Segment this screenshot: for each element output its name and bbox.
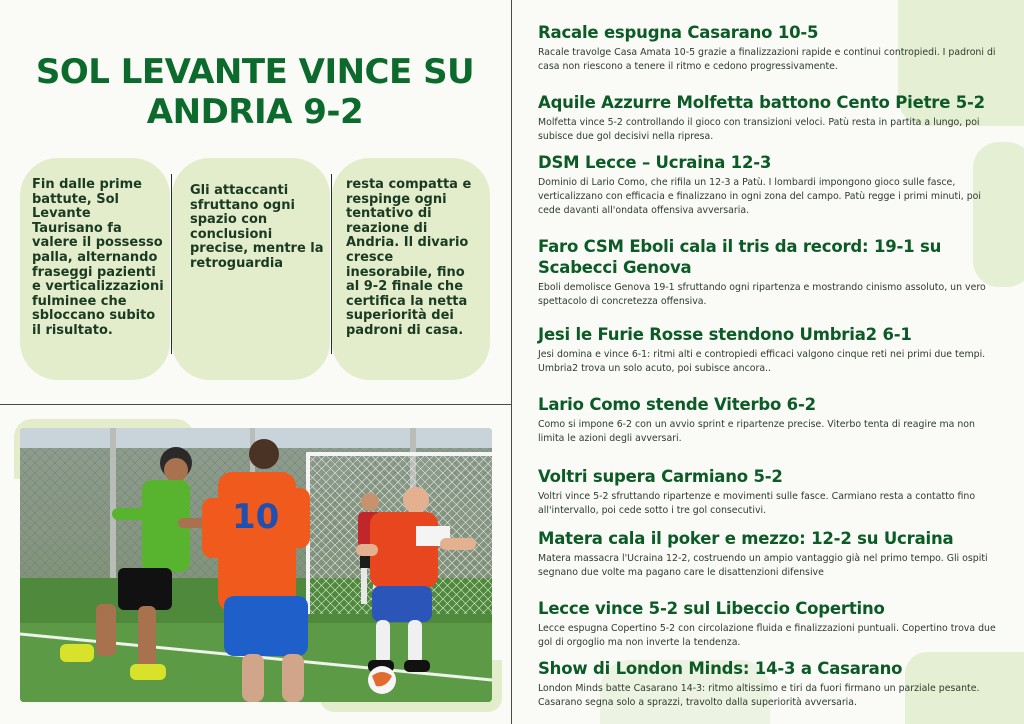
article-column-2: Gli attaccanti sfruttano ogni spazio con conclusioni precise, mentre la retroguardia: [190, 183, 324, 271]
news-body: Eboli demolisce Genova 19-1 sfruttando ogni ripartenza e mostrando cinismo assoluto, un vero spettacolo di concretezza offensiva.: [538, 282, 986, 307]
news-title: DSM Lecce – Ucraina 12-3: [538, 153, 772, 172]
news-item: [538, 22, 998, 74]
news-title: Aquile Azzurre Molfetta battono Cento Pietre 5-2: [538, 93, 985, 112]
news-body: Como si impone 6-2 con un avvio sprint e ripartenze precise. Viterbo tenta di reagire ma non limita le azioni degli avversari.: [538, 419, 975, 444]
jersey-number: 10: [232, 497, 280, 537]
news-item: [538, 92, 998, 144]
match-photo: [20, 428, 492, 702]
news-title: Lario Como stende Viterbo 6-2: [538, 395, 816, 414]
vertical-divider: [511, 0, 512, 724]
column-divider: [171, 174, 172, 354]
news-body: Dominio di Lario Como, che rifila un 12-3 a Patù. I lombardi impongono gioco sulle fasce, verticalizzano con efficacia e finalizzano in ogni zona del campo. Patù regge i primi minuti, poi cede davanti all'ondata offensiva avversaria.: [538, 177, 982, 216]
news-item: [538, 598, 998, 650]
news-body: Racale travolge Casa Amata 10-5 grazie a finalizzazioni rapide e continui contropiedi. I padroni di casa non riescono a tenere il ritmo e cedono progressivamente.: [538, 47, 996, 72]
news-title: Faro CSM Eboli cala il tris da record: 19-1 su Scabecci Genova: [538, 237, 942, 277]
news-item: [538, 236, 998, 309]
news-item: [538, 324, 998, 376]
news-item: [538, 528, 998, 580]
news-body: London Minds batte Casarano 14-3: ritmo altissimo e tiri da fuori firmano un parziale pesante. Casarano segna solo a sprazzi, travolto dalla superiorità avversaria.: [538, 683, 980, 708]
news-body: Lecce espugna Copertino 5-2 con circolazione fluida e finalizzazioni puntuali. Copertino trova due gol di orgoglio ma non inverte la tendenza.: [538, 623, 996, 648]
news-item: [538, 466, 998, 518]
news-body: Voltri vince 5-2 sfruttando ripartenze e movimenti sulle fasce. Carmiano resta a contatto fino all'intervallo, poi cede sotto i tre gol consecutivi.: [538, 491, 976, 516]
news-title: Show di London Minds: 14-3 a Casarano: [538, 659, 903, 678]
news-title: Lecce vince 5-2 sul Libeccio Copertino: [538, 599, 885, 618]
news-item: [538, 394, 998, 446]
news-body: Jesi domina e vince 6-1: ritmi alti e contropiedi efficaci valgono cinque reti nei primi due tempi. Umbria2 trova un solo acuto, poi subisce ancora..: [538, 349, 986, 374]
news-body: Molfetta vince 5-2 controllando il gioco con transizioni veloci. Patù resta in partita a lungo, poi subisce due gol decisivi nella ripresa.: [538, 117, 980, 142]
news-title: Voltri supera Carmiano 5-2: [538, 467, 783, 486]
column-divider: [331, 174, 332, 354]
news-body: Matera massacra l'Ucraina 12-2, costruendo un ampio vantaggio già nel primo tempo. Gli ospiti segnano due volte ma pagano care le disattenzioni difensive: [538, 553, 988, 578]
page-title: SOL LEVANTE VINCE SU ANDRIA 9-2: [35, 52, 475, 132]
news-item: [538, 152, 998, 218]
horizontal-divider: [0, 404, 511, 405]
news-title: Jesi le Furie Rosse stendono Umbria2 6-1: [538, 325, 912, 344]
article-column-3: resta compatta e respinge ogni tentativo di reazione di Andria. Il divario cresce inesorabile, fino al 9-2 finale che certifica la netta superiorità dei padroni di casa.: [346, 177, 472, 338]
news-item: [538, 658, 998, 710]
article-column-1: Fin dalle prime battute, Sol Levante Taurisano fa valere il possesso palla, alternando fraseggi pazienti e verticalizzazioni fulminee che sbloccano subito il risultato.: [32, 177, 164, 338]
news-title: Matera cala il poker e mezzo: 12-2 su Ucraina: [538, 529, 954, 548]
news-title: Racale espugna Casarano 10-5: [538, 23, 819, 42]
